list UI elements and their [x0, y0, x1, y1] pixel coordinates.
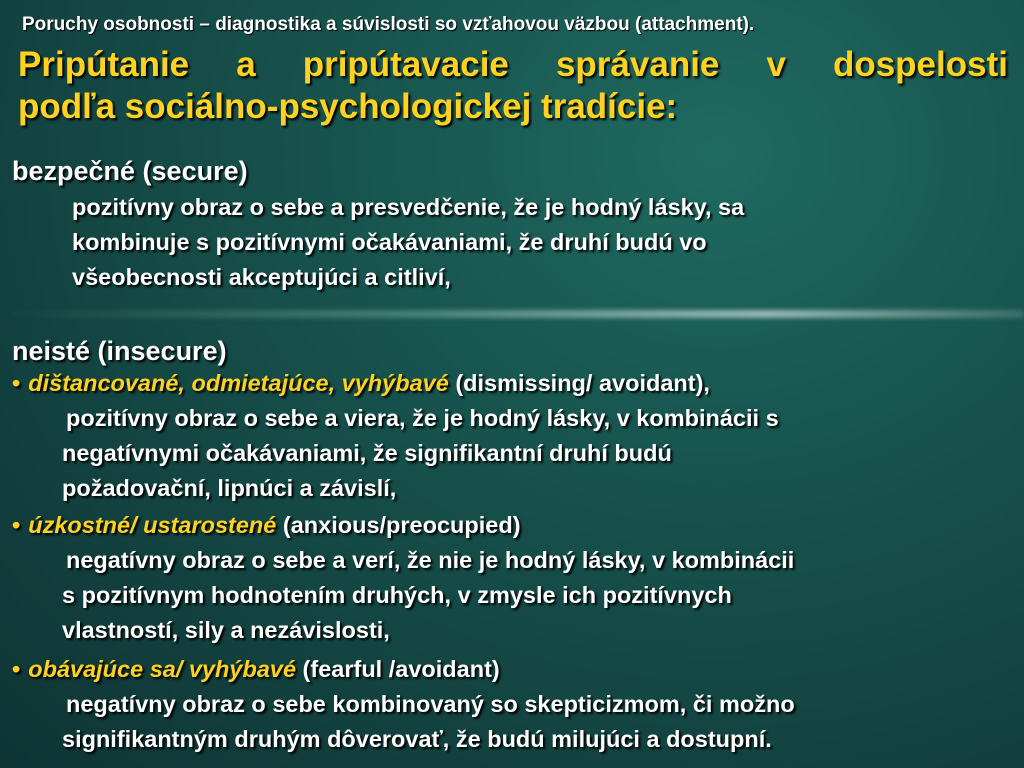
text-line: signifikantným druhým dôverovať, že budú milujúci a dostupní. — [62, 726, 772, 752]
anxious-description — [62, 543, 794, 648]
bullet-term: úzkostné/ ustarostené — [28, 512, 277, 538]
divider-glow — [0, 310, 1024, 318]
text-line: pozitívny obraz o sebe a presvedčenie, že je hodný lásky, sa — [72, 194, 745, 220]
text-line: vlastností, sily a nezávislosti, — [62, 617, 390, 643]
bullet-item-fearful — [12, 652, 500, 687]
text-line: kombinuje s pozitívnymi očakávaniami, že druhí budú vo — [72, 229, 707, 255]
bullet-term: dištancované, odmietajúce, vyhýbavé — [28, 370, 449, 396]
text-line: s pozitívnym hodnotením druhých, v zmysle ich pozitívnych — [62, 582, 732, 608]
text-line: požadovační, lipnúci a závislí, — [62, 475, 397, 501]
title-word: pripútavacie — [302, 45, 509, 84]
slide-subtitle: Poruchy osobnosti – diagnostika a súvislosti so vzťahovou väzbou (attachment). — [22, 14, 755, 35]
text-line: negatívny obraz o sebe a verí, že nie je hodný lásky, v kombinácii — [66, 547, 795, 573]
text-line: pozitívny obraz o sebe a viera, že je hodný lásky, v kombinácii s — [66, 405, 779, 431]
bullet-english: (fearful /avoidant) — [296, 656, 500, 682]
title-word: dospelosti — [832, 45, 1008, 84]
secure-heading: bezpečné (secure) — [12, 156, 248, 186]
title-line-1 — [18, 44, 1008, 86]
insecure-heading: neisté (insecure) — [12, 336, 227, 366]
bullet-icon: • — [12, 512, 21, 538]
slide-title — [18, 44, 1008, 128]
bullet-english: (anxious/preocupied) — [276, 512, 521, 538]
bullet-icon: • — [12, 656, 21, 682]
title-word: správanie — [555, 45, 720, 84]
dismissing-description — [62, 401, 779, 506]
bullet-item-dismissing — [12, 366, 710, 401]
bullet-term: obávajúce sa/ vyhýbavé — [28, 656, 297, 682]
secure-description — [72, 190, 744, 295]
bullet-item-anxious — [12, 508, 521, 543]
title-line-2: podľa sociálno-psychologickej tradície: — [18, 87, 678, 126]
title-word: a — [236, 45, 256, 84]
text-line: všeobecnosti akceptujúci a citliví, — [72, 264, 451, 290]
title-word: Pripútanie — [18, 45, 190, 84]
text-line: negatívnymi očakávaniami, že signifikantní druhí budú — [62, 440, 672, 466]
title-word: v — [766, 45, 786, 84]
text-line: negatívny obraz o sebe kombinovaný so skepticizmom, či možno — [66, 691, 795, 717]
bullet-english: (dismissing/ avoidant), — [448, 370, 710, 396]
bullet-icon: • — [12, 370, 21, 396]
fearful-description — [62, 687, 795, 757]
